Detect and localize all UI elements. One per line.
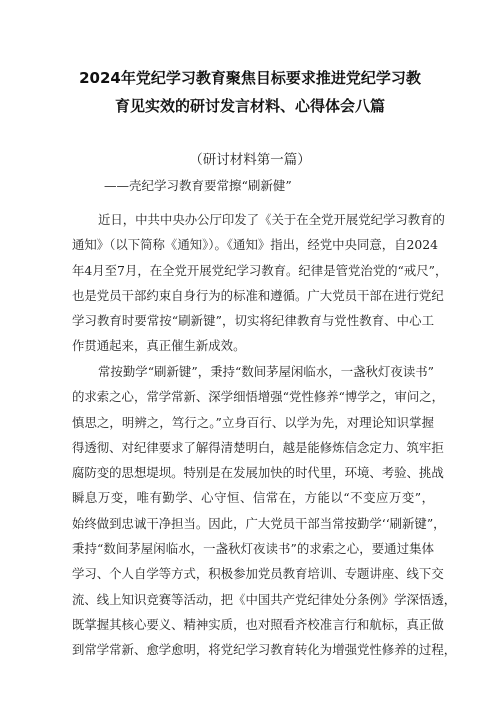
paragraph-line: 作贯通起来，真正催生新成效。	[72, 338, 246, 354]
paragraph-line: 的求索之心，常学常新、深学细悟增强“党性修养“博学之，审问之，	[72, 389, 444, 405]
document-title-line-2: 育见实效的研讨发言材料、心得体会八篇	[114, 97, 385, 115]
paragraph-line: 近日，中共中央办公厅印发了《关于在全党开展党纪学习教育的	[98, 212, 445, 227]
paragraph-line: 到常学常新、愈学愈明，将党纪学习教育转化为增强党性修养的过程，	[72, 642, 457, 658]
paragraph-2	[72, 359, 457, 663]
paragraph-line: 秉持“数间茅屋闲临水，一盏秋灯夜读书”的求索之心，要通过集体	[72, 541, 434, 557]
paragraph-line: 既掌握其核心要义、精神实质，也对照看齐校准言行和航标，真正做	[72, 616, 444, 632]
paragraph-line: 也是党员干部约束自身行为的标准和遵循。广大党员干部在进行党纪	[72, 287, 444, 303]
paragraph-line: 学习、个人自学等方式，积极参加党员教育培训、专题讲座、线下交	[72, 566, 444, 582]
paragraph-line: 瞬息万变，唯有勤学、心守恒、信常在，方能以“不变应万变”，	[72, 490, 434, 506]
document-title	[60, 64, 440, 120]
paragraph-line: 年4月至7月，在全党开展党纪学习教育。纪律是管党治党的“戒尺”，	[72, 262, 448, 278]
document-title-line-1: 2024年党纪学习教育聚焦目标要求推进党纪学习教	[79, 69, 421, 87]
paragraph-line: 常按勤学“刷新键”，秉持“数间茅屋闲临水，一盏秋灯夜读书”	[98, 364, 434, 379]
paragraph-line: 通知》（以下简称《通知》）。《通知》指出，经党中央同意，自2024	[72, 237, 439, 253]
paragraph-line: 始终做到忠诚干净担当。因此，广大党员干部当常按勤学‘‘刷新键”，	[72, 515, 446, 531]
paragraph-line: 慎思之，明辨之，笃行之。”立身百行、以学为先，对理论知识掌握	[72, 414, 434, 430]
section-heading: （研讨材料第一篇）	[189, 152, 311, 168]
paragraph-line: 学习教育时要常按“刷新键”，切实将纪律教育与党性教育、中心工	[72, 313, 434, 329]
section-subtitle: ——壳纪学习教育要常擦“刷新健”	[104, 178, 292, 193]
paragraph-line: 腐防变的思想堤坝。特别是在发展加快的时代里，环境、考验、挑战	[72, 465, 444, 481]
paragraph-line: 流、线上知识竞赛等活动，把《中国共产党纪律处分条例》学深悟透，	[72, 591, 457, 607]
paragraph-line: 得透彻、对纪律要求了解得清楚明白，越是能修炼信念定力、筑牢拒	[72, 439, 444, 455]
paragraph-1	[72, 207, 448, 359]
